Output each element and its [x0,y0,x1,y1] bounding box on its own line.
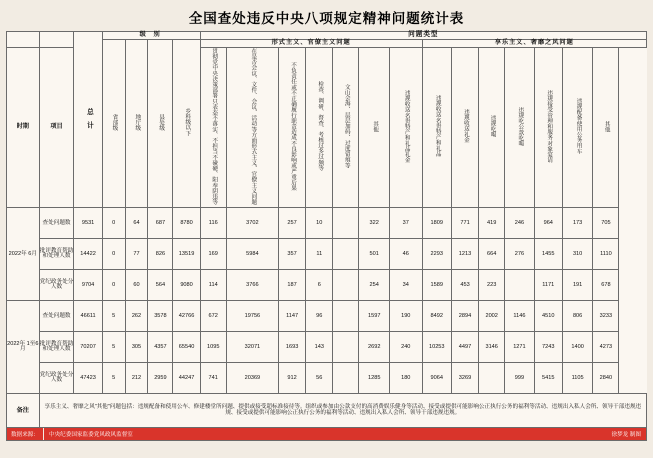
cell-hedonism-2: 453 [451,270,478,301]
cell-hedonism-1: 10253 [422,332,451,363]
table-row [7,363,647,394]
cell-hedonism-3: 2002 [479,301,505,332]
header-hedonism-sub-1: 违规收送名贵特产和礼品 [422,47,451,208]
cell-level-3: 13519 [173,239,200,270]
cell-hedonism-5: 1171 [534,270,562,301]
header-level-group: 级 别 [102,32,200,40]
cell-hedonism-6: 1400 [562,332,592,363]
cell-hedonism-0: 46 [389,239,422,270]
header-level-provincial: 省部级 [102,39,125,208]
cell-formalism-1: 3766 [226,270,278,301]
cell-formalism-1: 20369 [226,363,278,394]
cell-level-2: 826 [148,239,173,270]
cell-level-2: 564 [148,270,173,301]
cell-formalism-3: 56 [306,363,333,394]
cell-hedonism-other: 678 [593,270,619,301]
cell-hedonism-5: 4510 [534,301,562,332]
cell-level-3: 8780 [173,208,200,239]
header-hedonism-sub-3: 违规吃公款吃喝 [505,47,534,208]
cell-hedonism-2: 1213 [451,239,478,270]
cell-formalism-other: 501 [359,239,389,270]
cell-formalism-4 [333,208,359,239]
cell-formalism-2: 1693 [279,332,306,363]
cell-hedonism-other: 3233 [593,301,619,332]
cell-hedonism-2: 771 [451,208,478,239]
cell-hedonism-1: 8492 [422,301,451,332]
cell-hedonism-4: 246 [505,208,534,239]
cell-hedonism-1: 2293 [422,239,451,270]
cell-level-0: 0 [102,270,125,301]
cell-formalism-0: 169 [200,239,226,270]
cell-hedonism-6: 191 [562,270,592,301]
cell-level-2: 687 [148,208,173,239]
cell-level-2: 2959 [148,363,173,394]
header-hedonism-col-3: 违规配备使用公务用车 [562,47,592,208]
cell-formalism-other: 254 [359,270,389,301]
header-formalism-col-4: 检查、调研、督查、考核过多过频等 [306,47,333,208]
cell-hedonism-other: 1110 [593,239,619,270]
header-item: 项目 [39,47,74,208]
cell-level-0: 5 [102,301,125,332]
header-corner-blank-2 [39,32,74,48]
row-item-label: 党纪政务处分人数 [39,270,74,301]
cell-formalism-2: 357 [279,239,306,270]
cell-hedonism-3 [479,363,505,394]
source-bar [6,428,647,441]
cell-hedonism-5: 7243 [534,332,562,363]
header-hedonism-col-1: 违规收送名贵特产和礼品礼金 [389,47,422,208]
header-formalism-col-3: 不负责任或不正确履行职责造成不良影响或严重后果 [279,47,306,208]
cell-formalism-4 [333,239,359,270]
cell-level-1: 212 [125,363,148,394]
cell-hedonism-6: 806 [562,301,592,332]
cell-level-2: 4357 [148,332,173,363]
header-time: 时期 [7,47,40,208]
cell-hedonism-6: 173 [562,208,592,239]
chart-credit: 徐梦龙 制图 [606,428,646,440]
cell-level-3: 42766 [173,301,200,332]
data-source-org: 中央纪委国家监委党风政风监督室 [44,428,606,440]
cell-hedonism-3: 3146 [479,332,505,363]
cell-formalism-0: 114 [200,270,226,301]
header-level-county: 县处级 [148,39,173,208]
cell-formalism-3: 96 [306,301,333,332]
cell-formalism-4 [333,270,359,301]
cell-formalism-3: 11 [306,239,333,270]
cell-level-0: 0 [102,239,125,270]
cell-level-1: 77 [125,239,148,270]
cell-hedonism-4 [505,270,534,301]
header-hedonism-sub-2: 违规收送礼金 [451,47,478,208]
cell-formalism-other: 2692 [359,332,389,363]
cell-level-0: 5 [102,332,125,363]
cell-hedonism-3: 223 [479,270,505,301]
cell-hedonism-other: 2840 [593,363,619,394]
cell-hedonism-3: 664 [479,239,505,270]
cell-level-1: 305 [125,332,148,363]
row-item-label: 批评教育帮助和处理人数 [39,332,74,363]
header-hedonism-col-other: 其他 [593,47,619,208]
header-hedonism-sub-4: 违规接受管理和服务对象宴请 [534,47,562,208]
row-item-label: 查处问题数 [39,208,74,239]
cell-hedonism-2: 4497 [451,332,478,363]
cell-level-1: 64 [125,208,148,239]
header-hedonism-group: 享乐主义、奢靡之风问题 [422,39,646,47]
cell-hedonism-4: 276 [505,239,534,270]
cell-hedonism-1: 1809 [422,208,451,239]
cell-level-3: 9080 [173,270,200,301]
cell-formalism-2: 187 [279,270,306,301]
cell-level-3: 44247 [173,363,200,394]
row-item-label: 党纪政务处分人数 [39,363,74,394]
cell-level-2: 3578 [148,301,173,332]
table-row [7,270,647,301]
table-row [7,239,647,270]
cell-formalism-4 [333,363,359,394]
cell-hedonism-5: 5415 [534,363,562,394]
cell-formalism-2: 912 [279,363,306,394]
table-row [7,208,647,239]
cell-hedonism-2: 3269 [451,363,478,394]
header-formalism-col-1: 贯彻党中央决策部署只表态不落实、不担当不碰硬、阳奉阴违等 [200,47,226,208]
cell-level-3: 65540 [173,332,200,363]
cell-level-1: 60 [125,270,148,301]
cell-formalism-3: 143 [306,332,333,363]
cell-formalism-0: 1095 [200,332,226,363]
cell-formalism-0: 116 [200,208,226,239]
cell-hedonism-6: 1105 [562,363,592,394]
header-formalism-col-other: 其他 [359,47,389,208]
header-formalism-col-2: 在是否会议、文件、会议、活动等方面形式主义、官僚主义问题 [226,47,278,208]
cell-formalism-4 [333,301,359,332]
table-row [7,332,647,363]
header-total: 总 计 [74,32,102,208]
header-hedonism-col-2: 违规吃喝 [479,47,505,208]
header-level-township: 乡科级以下 [173,39,200,208]
cell-hedonism-5: 1455 [534,239,562,270]
data-source-label: 数据来源： [7,428,44,440]
cell-formalism-1: 5984 [226,239,278,270]
cell-formalism-4 [333,332,359,363]
header-type-group: 问题类型 [200,32,646,40]
cell-formalism-other: 322 [359,208,389,239]
cell-formalism-other: 1597 [359,301,389,332]
cell-hedonism-6: 310 [562,239,592,270]
cell-hedonism-0: 34 [389,270,422,301]
header-level-bureau: 地厅级 [125,39,148,208]
cell-total: 47423 [74,363,102,394]
cell-hedonism-other: 4273 [593,332,619,363]
header-formalism-col-5: 文山会海、层层加码、过度留痕等 [333,47,359,208]
cell-hedonism-1: 1589 [422,270,451,301]
cell-level-0: 5 [102,363,125,394]
note-text: 享乐主义、奢靡之风“其他”问题包括：违规配备和使用公车、修建楼堂所问题、提供或接受超标准接待等。组织或参加由公款支付的高消费娱乐健身等活动、接受或提供可能影响公正执行公务的福利等活动、违规出入私人会所、领导干部违规违规、接受或提供可能影响公正执行公务的福利等活动、违规出入私人会所、领导干部违规违规。 [39,394,646,428]
cell-total: 46611 [74,301,102,332]
cell-level-1: 262 [125,301,148,332]
cell-formalism-1: 19756 [226,301,278,332]
table-row [7,301,647,332]
page-title: 全国查处违反中央八项规定精神问题统计表 [188,11,465,26]
header-corner-blank [7,32,40,48]
cell-formalism-1: 3702 [226,208,278,239]
header-formalism-group: 形式主义、官僚主义问题 [200,39,422,47]
cell-hedonism-4: 1271 [505,332,534,363]
cell-total: 14422 [74,239,102,270]
cell-hedonism-0: 37 [389,208,422,239]
cell-total: 70207 [74,332,102,363]
cell-formalism-2: 1147 [279,301,306,332]
cell-formalism-3: 10 [306,208,333,239]
row-item-label: 查处问题数 [39,301,74,332]
cell-hedonism-3: 419 [479,208,505,239]
cell-hedonism-other: 705 [593,208,619,239]
cell-formalism-2: 257 [279,208,306,239]
cell-hedonism-2: 2894 [451,301,478,332]
table-note-row [7,394,647,428]
statistics-table [6,31,647,428]
cell-hedonism-0: 180 [389,363,422,394]
cell-hedonism-5: 964 [534,208,562,239]
cell-formalism-3: 6 [306,270,333,301]
cell-formalism-1: 32071 [226,332,278,363]
table-header-row-subgroups [7,39,647,47]
cell-formalism-0: 741 [200,363,226,394]
cell-hedonism-0: 190 [389,301,422,332]
cell-total: 9704 [74,270,102,301]
row-item-label: 批评教育帮助和处理人数 [39,239,74,270]
cell-formalism-other: 1285 [359,363,389,394]
cell-formalism-0: 672 [200,301,226,332]
row-period-2: 2022年 1至6月 [7,301,40,394]
cell-hedonism-4: 1146 [505,301,534,332]
cell-hedonism-0: 240 [389,332,422,363]
cell-total: 9531 [74,208,102,239]
note-label: 备注 [7,394,40,428]
row-period-1: 2022年 6月 [7,208,40,301]
cell-hedonism-4: 999 [505,363,534,394]
cell-hedonism-1: 9064 [422,363,451,394]
cell-level-0: 0 [102,208,125,239]
